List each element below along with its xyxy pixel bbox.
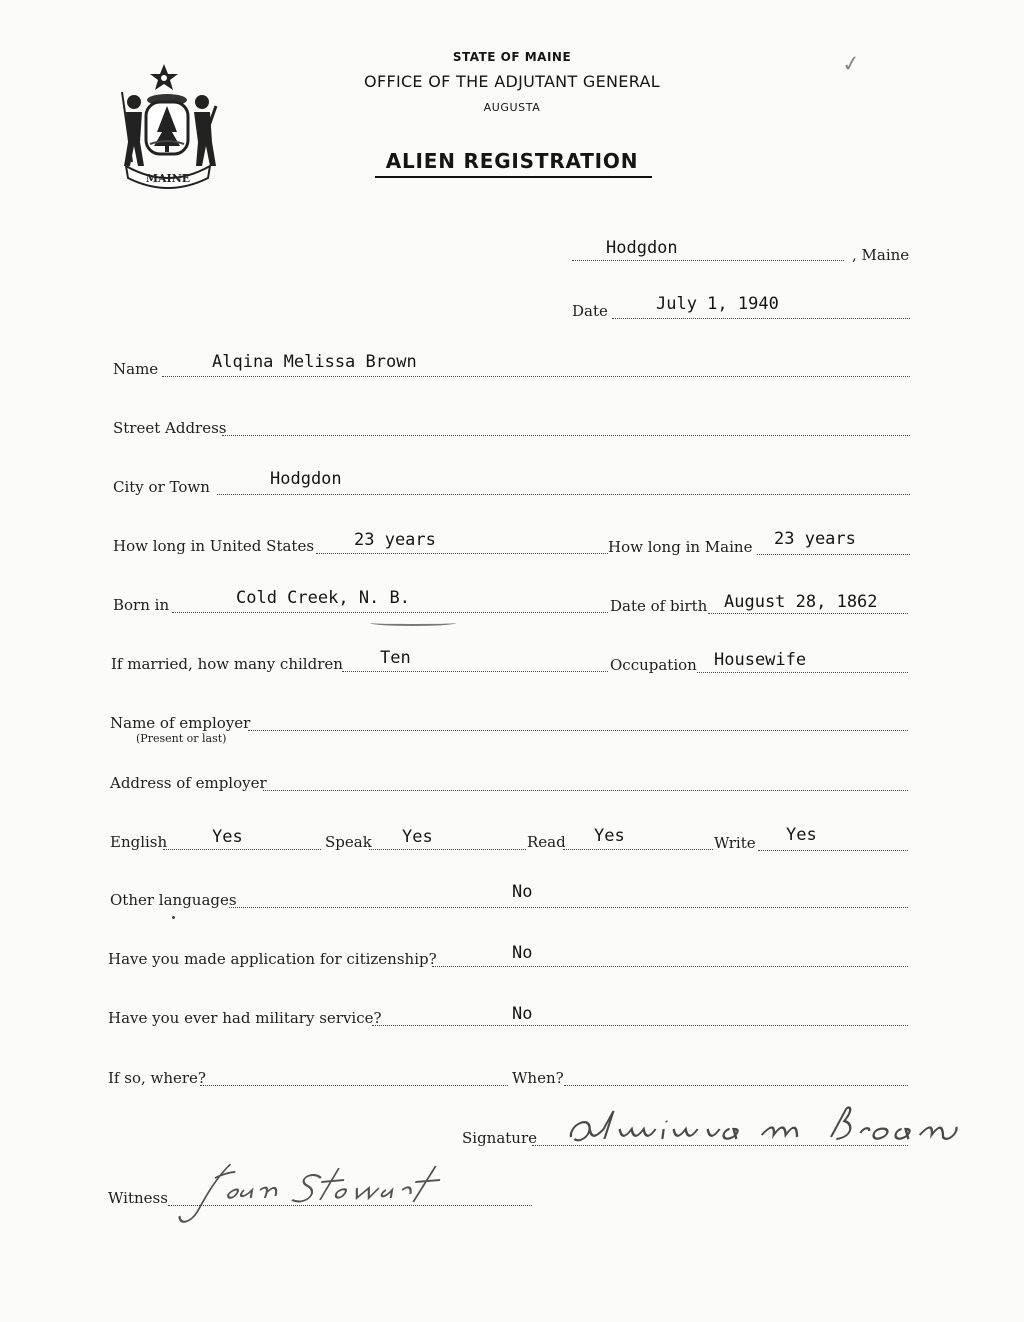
ink-stroke (370, 620, 456, 626)
other-languages-line (229, 907, 908, 908)
name-label: Name (113, 360, 159, 378)
english-label: English (110, 833, 168, 851)
dob-value[interactable]: August 28, 1862 (724, 592, 878, 612)
city-heading: AUGUSTA (483, 101, 541, 114)
date-label: Date (572, 302, 608, 320)
title-underline (375, 176, 652, 178)
dob-line (708, 613, 908, 614)
signature-label: Signature (462, 1129, 538, 1147)
dob-label: Date of birth (610, 597, 708, 615)
employer-sublabel: (Present or last) (136, 732, 227, 745)
name-value[interactable]: Alqina Melissa Brown (212, 352, 417, 372)
signature-graphic (555, 1103, 1012, 1155)
born-label: Born in (113, 596, 170, 614)
military-line (372, 1025, 908, 1026)
speak-line (369, 849, 526, 850)
name-line (162, 376, 910, 377)
write-line (758, 850, 908, 851)
maine-duration-label: How long in Maine (608, 538, 753, 556)
witness-handwriting[interactable] (160, 1160, 472, 1240)
street-label: Street Address (113, 419, 227, 437)
other-languages-label: Other languages (110, 891, 237, 909)
employer-label: Name of employer (110, 714, 251, 732)
place-value[interactable]: Hodgdon (606, 238, 678, 258)
where-line (200, 1085, 508, 1086)
place-suffix: , Maine (852, 246, 910, 264)
city-value[interactable]: Hodgdon (270, 469, 342, 489)
occupation-value[interactable]: Housewife (714, 650, 807, 670)
us-duration-line (316, 553, 608, 554)
read-label: Read (527, 833, 566, 851)
date-value[interactable]: July 1, 1940 (656, 294, 779, 314)
citizenship-line (432, 966, 908, 967)
office-heading: OFFICE OF THE ADJUTANT GENERAL (364, 72, 660, 91)
maine-duration-value[interactable]: 23 years (774, 529, 856, 549)
write-label: Write (714, 834, 756, 852)
employer-address-label: Address of employer (110, 774, 267, 792)
speak-label: Speak (325, 833, 372, 851)
write-value[interactable]: Yes (786, 825, 817, 845)
place-line (572, 260, 844, 261)
english-line (163, 849, 321, 850)
date-line (612, 318, 910, 319)
occupation-line (697, 672, 908, 673)
witness-signature-graphic (164, 1160, 472, 1230)
children-line (342, 671, 608, 672)
street-line (222, 435, 910, 436)
city-line (217, 494, 910, 495)
witness-label: Witness (108, 1189, 168, 1207)
when-line (564, 1085, 908, 1086)
military-value[interactable]: No (512, 1004, 533, 1024)
seal-banner-text: MAINE (145, 172, 191, 185)
city-label: City or Town (113, 478, 210, 496)
military-label: Have you ever had military service? (108, 1009, 382, 1027)
maine-duration-line (757, 554, 910, 555)
state-heading: STATE OF MAINE (452, 50, 572, 64)
born-value[interactable]: Cold Creek, N. B. (236, 588, 410, 608)
citizenship-value[interactable]: No (512, 943, 533, 963)
children-value[interactable]: Ten (380, 648, 411, 668)
speak-value[interactable]: Yes (402, 827, 433, 847)
where-label: If so, where? (108, 1069, 206, 1087)
read-line (563, 849, 713, 850)
check-mark-icon: ✓ (840, 50, 863, 79)
signature-handwriting[interactable] (552, 1103, 1012, 1165)
citizenship-label: Have you made application for citizenship? (108, 950, 437, 968)
employer-address-line (263, 790, 908, 791)
when-label: When? (512, 1069, 564, 1087)
us-duration-label: How long in United States (113, 537, 315, 555)
born-line (172, 612, 608, 613)
english-value[interactable]: Yes (212, 827, 243, 847)
ink-speck (172, 916, 175, 919)
children-label: If married, how many children (111, 655, 343, 673)
us-duration-value[interactable]: 23 years (354, 530, 436, 550)
read-value[interactable]: Yes (594, 826, 625, 846)
occupation-label: Occupation (610, 656, 697, 674)
employer-line (248, 730, 908, 731)
form-title: ALIEN REGISTRATION (385, 149, 639, 173)
other-languages-value[interactable]: No (512, 882, 533, 902)
